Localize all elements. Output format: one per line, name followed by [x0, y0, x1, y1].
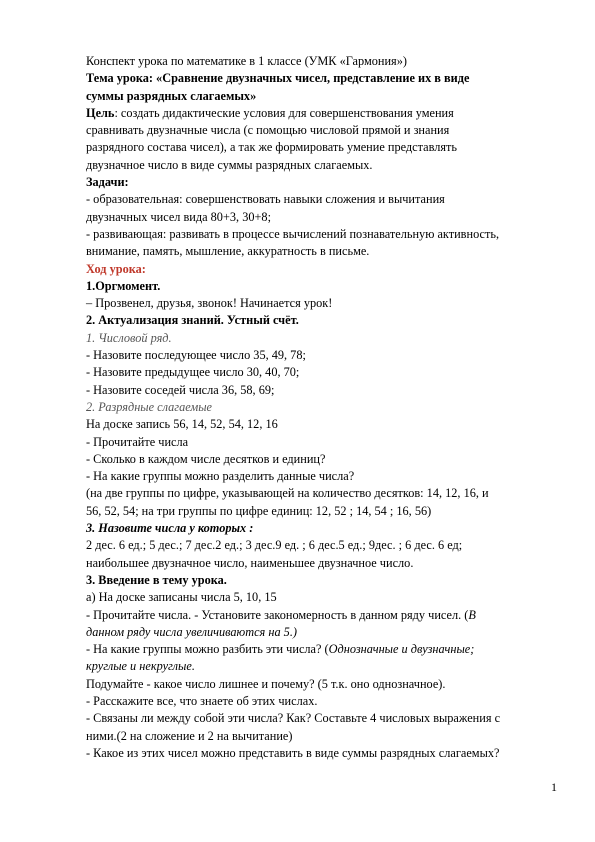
intro-q1-answer: данном ряду числа увеличиваются на 5.) — [86, 624, 297, 639]
goal-line-4: двузначное число в виде суммы разрядных слагаемых. — [86, 157, 373, 172]
number-row-q3: - Назовите соседей числа 36, 58, 69; — [86, 382, 275, 397]
intro-board-numbers: а) На доске записаны числа 5, 10, 15 — [86, 590, 277, 605]
number-row-title: 1. Числовой ряд. — [86, 330, 172, 345]
place-value-board: На доске запись 56, 14, 52, 54, 12, 16 — [86, 417, 278, 432]
section-1-text: – Прозвенел, друзья, звонок! Начинается урок! — [86, 296, 333, 311]
intro-q1 — [86, 607, 566, 624]
topic-text: «Сравнение двузначных чисел, представление их в виде — [152, 71, 470, 86]
task-2-line-1: - развивающая: развивать в процессе вычислений познавательную активность, — [86, 226, 500, 241]
number-row-q1: - Назовите последующее число 35, 49, 78; — [86, 348, 306, 363]
goal-text: : создать дидактические условия для совершенствования умения — [114, 105, 454, 120]
intro-q4: - Расскажите все, что знаете об этих числах. — [86, 693, 318, 708]
task-1-line-1: - образовательная: совершенствовать навыки сложения и вычитания — [86, 192, 445, 207]
place-value-q3: - На какие группы можно разделить данные числа? — [86, 469, 355, 484]
topic-line-2: суммы разрядных слагаемых» — [86, 88, 257, 103]
number-row-q2: - Назовите предыдущее число 30, 40, 70; — [86, 365, 300, 380]
intro-q3: Подумайте - какое число лишнее и почему? (5 т.к. оно однозначное). — [86, 676, 446, 691]
task-1-line-2: двузначных чисел вида 80+3, 30+8; — [86, 209, 271, 224]
topic-label: Тема урока: — [86, 71, 153, 86]
page-number: 1 — [551, 780, 557, 794]
place-value-answer-1: (на две группы по цифре, указывающей на количество десятков: 14, 12, 16, и — [86, 486, 489, 501]
doc-title: Конспект урока по математике в 1 классе (УМК «Гармония») — [86, 54, 407, 68]
section-3-title: 3. Введение в тему урока. — [86, 572, 227, 587]
intro-q6: - Какое из этих чисел можно представить в виде суммы разрядных слагаемых? — [86, 745, 500, 760]
goal-line — [86, 105, 566, 122]
section-1-title: 1.Оргмомент. — [86, 278, 161, 293]
place-value-q1: - Прочитайте числа — [86, 434, 189, 449]
name-numbers-line-1: 2 дес. 6 ед.; 5 дес.; 7 дес.2 ед.; 3 дес.9 ед. ; 6 дес.5 ед.; 9дес. ; 6 дес. 6 ед; — [86, 538, 463, 553]
intro-q1-answer-start: В — [468, 607, 476, 622]
document-body — [86, 53, 566, 762]
place-value-title: 2. Разрядные слагаемые — [86, 399, 213, 414]
place-value-q2: - Сколько в каждом числе десятков и единиц? — [86, 451, 326, 466]
name-numbers-title: 3. Назовите числа у которых : — [86, 521, 254, 536]
intro-q1-text: - Прочитайте числа. - Установите закономерность в данном ряду чисел. ( — [86, 607, 469, 622]
place-value-answer-2: 56, 52, 54; на три группы по цифре единиц: 12, 52 ; 14, 54 ; 16, 56) — [86, 503, 432, 518]
intro-q5: - Связаны ли между собой эти числа? Как? Составьте 4 числовых выражения с — [86, 711, 501, 726]
tasks-label: Задачи: — [86, 175, 129, 190]
intro-q2 — [86, 641, 566, 658]
intro-q2-text: - На какие группы можно разбить эти числа? ( — [86, 642, 329, 657]
intro-q2-answer-start: Однозначные и двузначные; — [328, 642, 475, 657]
topic-line — [86, 70, 566, 87]
goal-line-3: разрядного состава чисел), а так же формировать умение представлять — [86, 140, 458, 155]
lesson-flow-heading: Ход урока: — [86, 261, 146, 276]
goal-label: Цель — [86, 105, 115, 120]
task-2-line-2: внимание, память, мышление, аккуратность в письме. — [86, 244, 370, 259]
intro-q5-cont: ними.(2 на сложение и 2 на вычитание) — [86, 728, 293, 743]
goal-line-2: сравнивать двузначные числа (с помощью числовой прямой и знания — [86, 123, 450, 138]
name-numbers-line-2: наибольшее двузначное число, наименьшее двузначное число. — [86, 555, 414, 570]
intro-q2-answer: круглые и некруглые. — [86, 659, 195, 674]
section-2-title: 2. Актуализация знаний. Устный счёт. — [86, 313, 299, 328]
